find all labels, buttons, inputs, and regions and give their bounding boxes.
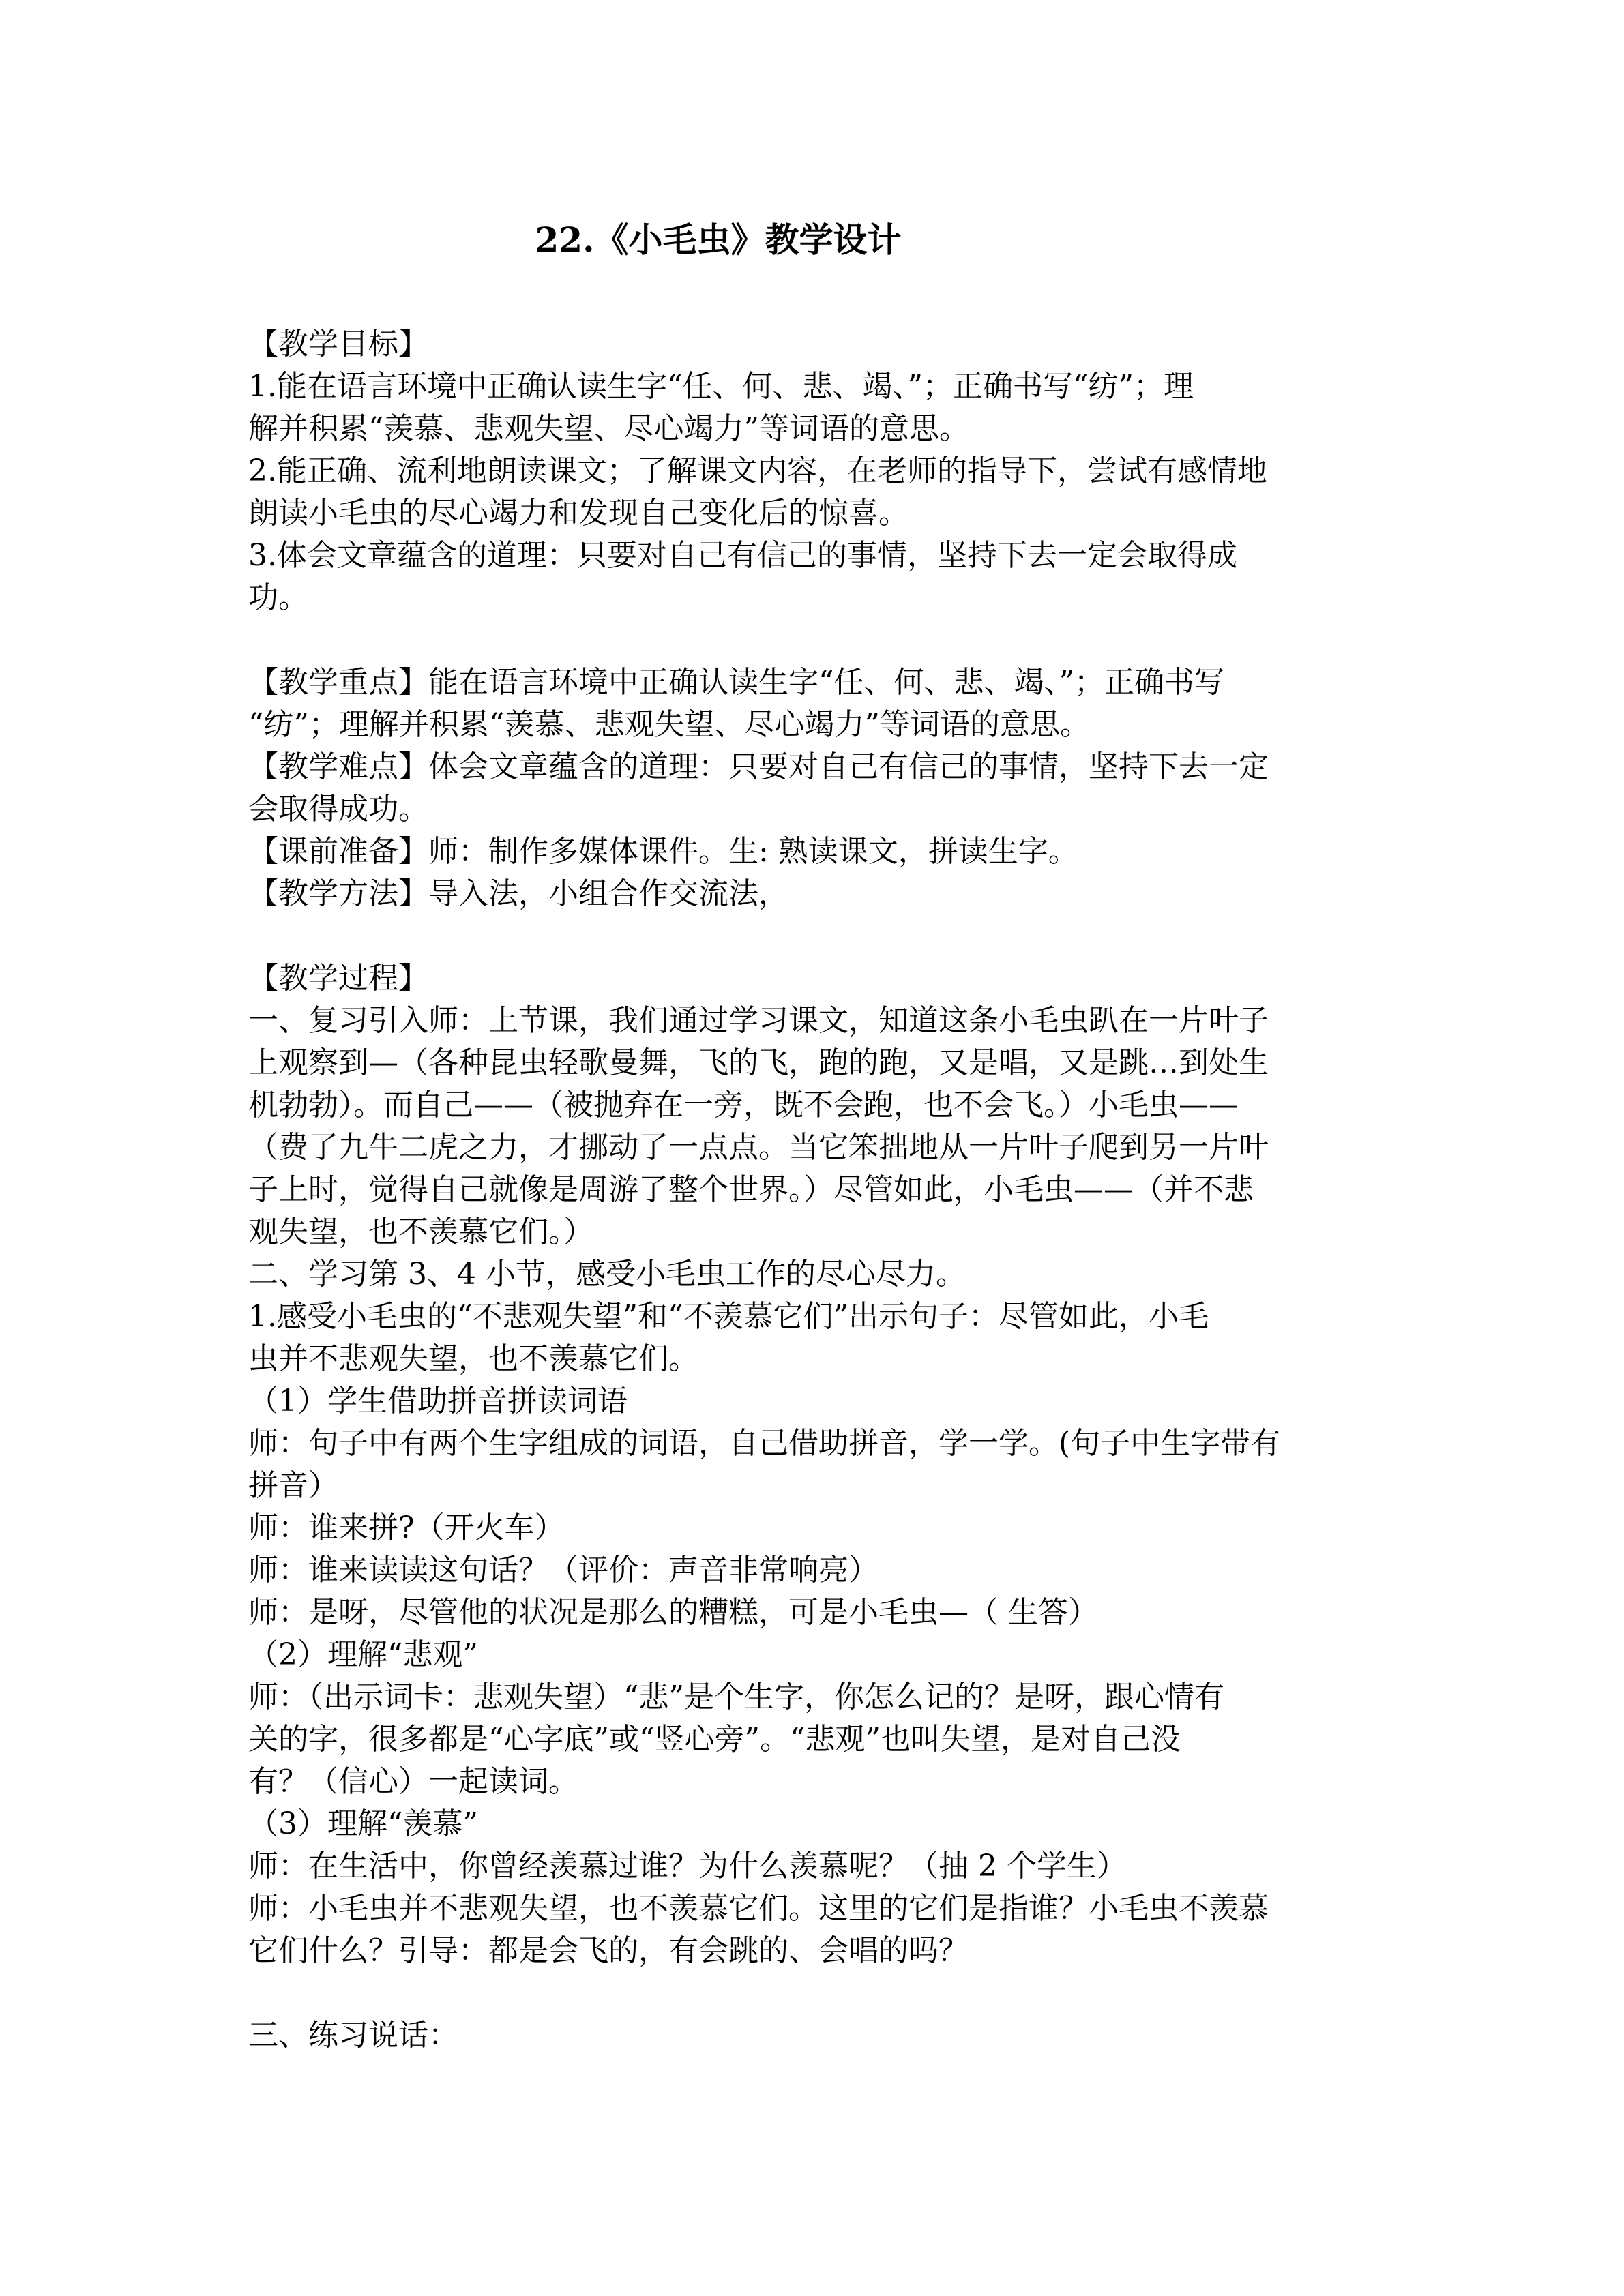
text-line: 机勃勃）。而自己——（被抛弃在一旁，既不会跑，也不会飞。）小毛虫—— (248, 1088, 1239, 1122)
document-body (248, 323, 1367, 2057)
text-line: （3）理解“羡慕” (248, 1806, 478, 1841)
text-line: 有？（信心）一起读词。 (248, 1764, 578, 1799)
text-line: 【教学方法】导入法，小组合作交流法， (248, 876, 788, 911)
text-line: 上观察到—（各种昆虫轻歌曼舞，飞的飞，跑的跑，又是唱，又是跳…到处生 (248, 1045, 1269, 1080)
text-line: 【教学目标】 (248, 327, 428, 361)
text-line: 【教学重点】能在语言环境中正确认读生字“任、何、悲、竭、”；正确书写 (248, 665, 1224, 700)
text-line: 子上时，觉得自己就像是周游了整个世界。）尽管如此，小毛虫——（并不悲 (248, 1172, 1254, 1207)
text-line: 【课前准备】师：制作多媒体课件。生: 熟读课文，拼读生字。 (248, 834, 1078, 869)
text-line: 1.能在语言环境中正确认读生字“任、何、悲、竭、”；正确书写“纺”；理 (248, 369, 1194, 404)
text-line: 3.体会文章蕴含的道理：只要对自己有信己的事情，坚持下去一定会取得成 (248, 538, 1237, 573)
text-line: （费了九牛二虎之力，才挪动了一点点。当它笨拙地从一片叶子爬到另一片叶 (248, 1130, 1269, 1165)
text-line: 【教学过程】 (248, 961, 428, 996)
text-line: 【教学难点】体会文章蕴含的道理：只要对自己有信己的事情，坚持下去一定 (248, 749, 1269, 784)
text-line: 师：小毛虫并不悲观失望，也不羡慕它们。这里的它们是指谁？小毛虫不羡慕 (248, 1891, 1269, 1926)
text-line: 解并积累“羡慕、悲观失望、尽心竭力”等词语的意思。 (248, 411, 969, 446)
text-line: “纺”；理解并积累“羡慕、悲观失望、尽心竭力”等词语的意思。 (248, 707, 1090, 742)
text-line: 朗读小毛虫的尽心竭力和发现自己变化后的惊喜。 (248, 496, 909, 531)
text-line: （1）学生借助拼音拼读词语 (248, 1384, 628, 1418)
text-line: （2）理解“悲观” (248, 1637, 478, 1672)
text-line: 师：（出示词卡：悲观失望）“悲”是个生字，你怎么记的？是呀，跟心情有 (248, 1680, 1224, 1714)
text-line: 师：在生活中，你曾经羡慕过谁？为什么羡慕呢？（抽 2 个学生） (248, 1849, 1127, 1883)
text-line: 关的字，很多都是“心字底”或“竖心旁”。“悲观”也叫失望，是对自己没 (248, 1722, 1181, 1757)
text-line: 三、练习说话： (248, 2018, 458, 2053)
document-title: 22.《小毛虫》教学设计 (535, 220, 902, 260)
blank-line (248, 915, 1367, 957)
text-line: 它们什么？引导：都是会飞的，有会跳的、会唱的吗？ (248, 1933, 969, 1968)
text-line: 师：谁来拼?（开火车） (248, 1510, 565, 1545)
text-line: 会取得成功。 (248, 792, 428, 826)
text-line: 拼音） (248, 1468, 338, 1503)
text-line: 功。 (248, 580, 308, 615)
blank-line (248, 619, 1367, 661)
text-line: 师：句子中有两个生字组成的词语，自己借助拼音，学一学。(句子中生字带有 (248, 1426, 1281, 1461)
text-line: 虫并不悲观失望，也不羡慕它们。 (248, 1341, 698, 1376)
text-line: 一、复习引入师：上节课，我们通过学习课文，知道这条小毛虫趴在一片叶子 (248, 1003, 1269, 1038)
text-line: 二、学习第 3、4 小节，感受小毛虫工作的尽心尽力。 (248, 1257, 966, 1292)
text-line: 师：谁来读读这句话？（评价：声音非常响亮） (248, 1553, 879, 1587)
text-line: 2.能正确、流利地朗读课文；了解课文内容，在老师的指导下，尝试有感情地 (248, 453, 1267, 488)
text-line: 1.感受小毛虫的“不悲观失望”和“不羡慕它们”出示句子：尽管如此，小毛 (248, 1299, 1209, 1334)
blank-line (248, 1972, 1367, 2014)
text-line: 观失望，也不羡慕它们。） (248, 1214, 593, 1249)
text-line: 师：是呀，尽管他的状况是那么的糟糕，可是小毛虫—（ 生答） (248, 1595, 1098, 1630)
